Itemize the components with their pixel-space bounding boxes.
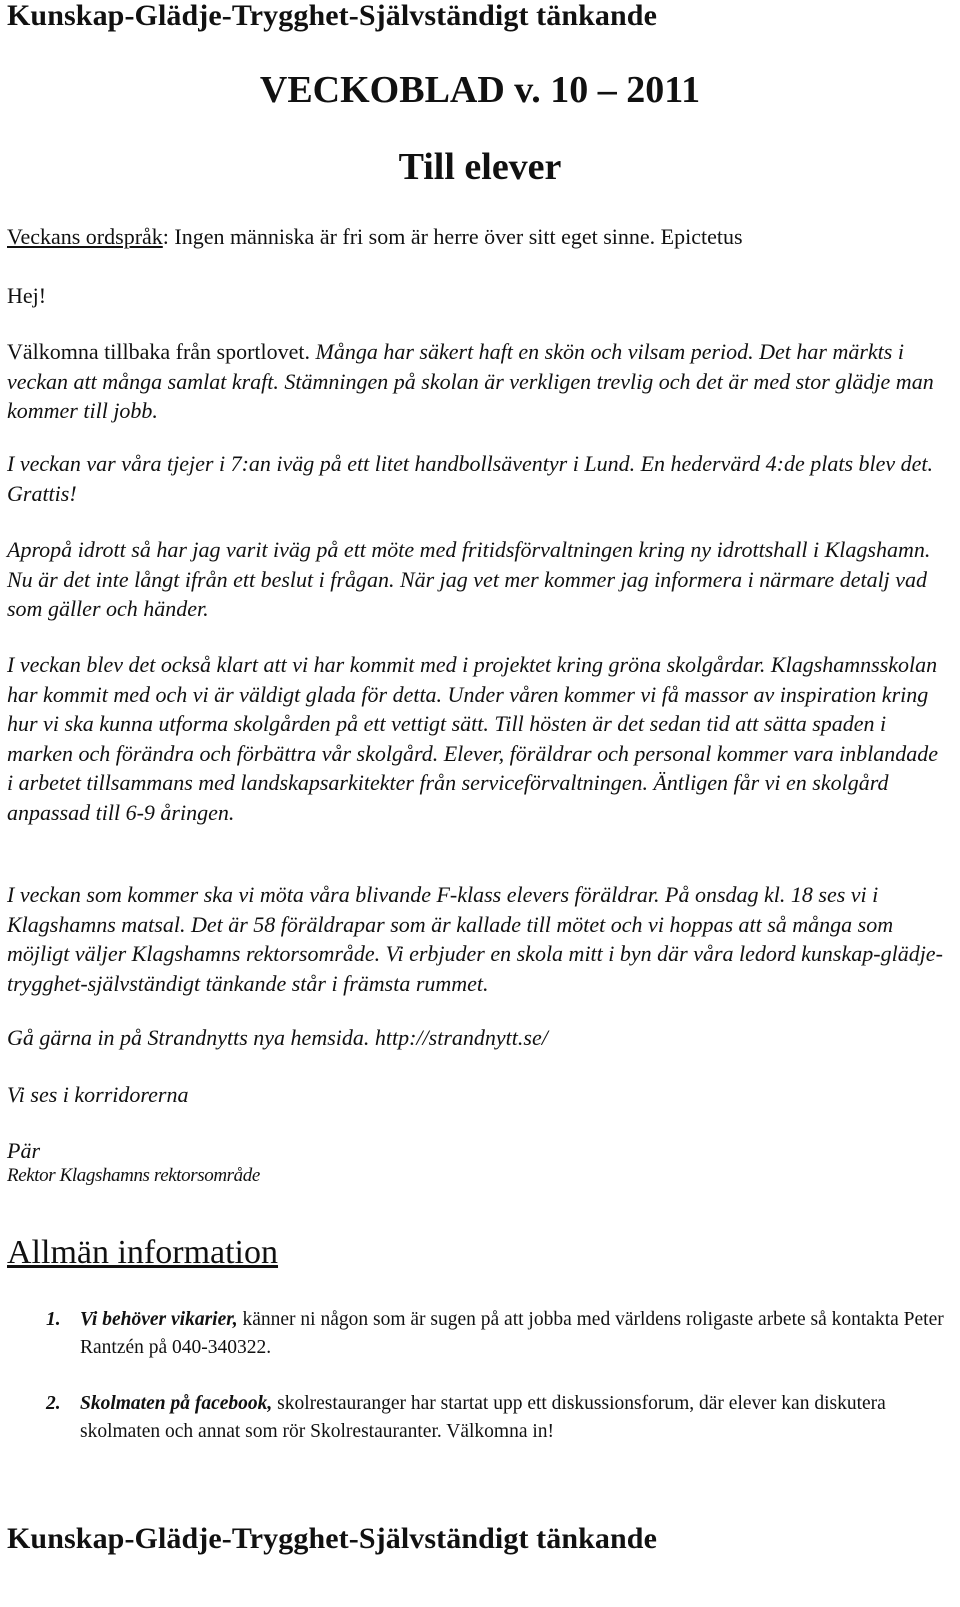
proverb-text: : Ingen människa är fri som är herre över sitt eget sinne. Epictetus — [162, 224, 743, 249]
paragraph-sports-hall: Apropå idrott så har jag varit iväg på ett möte med fritidsförvaltningen kring ny idrottshall i Klagshamn. Nu är det inte långt ifrån ett beslut i frågan. När jag vet mer kommer jag informera i närmare detalj vad som gäller och händer. — [7, 537, 931, 621]
signature-name: Pär — [7, 1138, 40, 1163]
info-item-lead: Skolmaten på facebook, — [80, 1393, 273, 1414]
paragraph-website: Gå gärna in på Strandnytts nya hemsida. http://strandnytt.se/ — [7, 1025, 548, 1050]
weekly-proverb — [7, 222, 948, 252]
section-heading: Allmän information — [7, 1234, 279, 1271]
motto-top: Kunskap-Glädje-Trygghet-Självständigt tänkande — [7, 0, 657, 32]
info-item-2 — [46, 1390, 946, 1445]
page-subtitle: Till elever — [398, 146, 562, 188]
motto-bottom: Kunskap-Glädje-Trygghet-Självständigt tänkande — [7, 1522, 657, 1555]
signature-title: Rektor Klagshamns rektorsområde — [7, 1165, 260, 1186]
greeting: Hej! — [7, 283, 47, 308]
info-item-number: 1. — [46, 1309, 61, 1330]
paragraph-welcome-normal: Välkomna tillbaka från sportlovet. — [7, 339, 316, 364]
paragraph-green-schoolyard: I veckan blev det också klart att vi har kommit med i projektet kring gröna skolgårdar. Klagshamnsskolan har kommit med och vi är väldigt glada för detta. Under våren kommer vi få massor av inspiration kring hur vi ska kunna utforma skolgården på ett vettigt sätt. Till hösten är det sedan tid att sätta spaden i marken och förändra och förbättra vår skolgård. Elever, föräldrar och personal kommer vara inblandade i arbetet tillsammans med landskapsarkitekter från serviceförvaltningen. Äntligen får vi en skolgård anpassad till 6-9 åringen. — [7, 652, 939, 825]
info-item-text: skolrestauranger har startat upp ett diskussionsforum, där elever kan diskutera skolmaten och annat som rör Skolrestauranter. Välkomna in! — [80, 1393, 886, 1442]
info-item-number: 2. — [46, 1393, 61, 1414]
paragraph-handball: I veckan var våra tjejer i 7:an iväg på ett litet handbollsäventyr i Lund. En hedervärd 4:de plats blev det. Grattis! — [7, 451, 934, 506]
paragraph-welcome-italic: Många har säkert haft en skön och vilsam period. Det har märkts i veckan att många samlat kraft. Stämningen på skolan är verkligen trevlig och det är med stor glädje man kommer till jobb. — [7, 339, 934, 423]
closing-line: Vi ses i korridorerna — [7, 1082, 189, 1107]
info-item-1 — [46, 1306, 946, 1361]
info-item-lead: Vi behöver vikarier, — [80, 1309, 238, 1330]
paragraph-parents-meeting: I veckan som kommer ska vi möta våra blivande F-klass elevers föräldrar. På onsdag kl. 18 ses vi i Klagshamns matsal. Det är 58 föräldrapar som är kallade till mötet och vi hoppas att så många som möjligt väljer Klagshamns rektorsområde. Vi erbjuder en skola mitt i byn där våra ledord kunskap-glädje-trygghet-självständigt tänkande står i främsta rummet. — [7, 882, 943, 996]
page-title: VECKOBLAD v. 10 – 2011 — [259, 69, 701, 111]
proverb-label: Veckans ordspråk — [7, 224, 163, 249]
info-item-text: känner ni någon som är sugen på att jobba med världens roligaste arbete så kontakta Peter Rantzén på 040-340322. — [80, 1309, 944, 1358]
paragraph-welcome — [7, 337, 948, 426]
